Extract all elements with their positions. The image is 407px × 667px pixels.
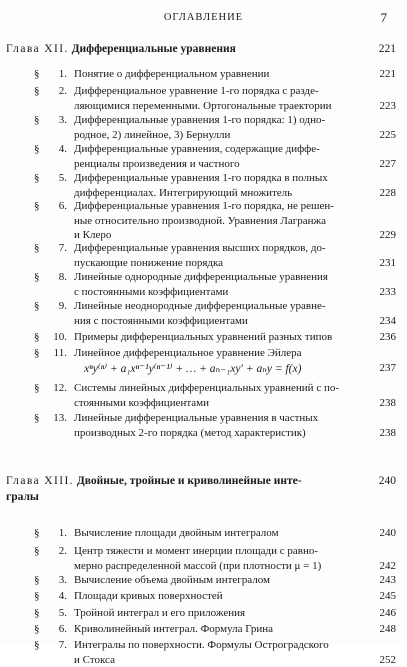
section-title-line: Понятие о дифференциальном уравнении (74, 67, 348, 82)
page-number: 7 (381, 10, 388, 26)
section-title-line: Линейные дифференциальные уравнения в частных (74, 411, 348, 426)
section-title-line: и Стокса (74, 653, 348, 667)
section-page: 237 (380, 361, 397, 376)
section-mark: § (34, 330, 40, 345)
section-title-line: Дифференциальное уравнение 1-го порядка с разде- (74, 84, 348, 99)
section-title-line: Центр тяжести и момент инерции площади с равно- (74, 544, 348, 559)
section-number: 2. (45, 544, 67, 559)
section-number: 1. (45, 67, 67, 82)
section-title-line: производных 2-го порядка (метод характеристик) (74, 426, 348, 441)
section-number: 12. (45, 381, 67, 396)
section-page: 238 (380, 426, 397, 441)
section-title-line: родное, 2) линейное, 3) Бернулли (74, 128, 348, 143)
section-number: 6. (45, 199, 67, 214)
section-page: 236 (380, 330, 397, 345)
section-number: 6. (45, 622, 67, 637)
section-number: 8. (45, 270, 67, 285)
section-title-line: Дифференциальные уравнения 1-го порядка в полных (74, 171, 348, 186)
section-title-line: Площади кривых поверхностей (74, 589, 348, 604)
section-page: 246 (380, 606, 397, 621)
page-header (0, 12, 407, 28)
section-title-line: Дифференциальные уравнения 1-го порядка: 1) одно- (74, 113, 348, 128)
section-title-line: Линейные однородные дифференциальные уравнения (74, 270, 348, 285)
section-title-line: ния с постоянными коэффициентами (74, 314, 348, 329)
section-mark: § (34, 199, 40, 214)
section-mark: § (34, 381, 40, 396)
section-page: 242 (380, 559, 397, 574)
section-number: 3. (45, 573, 67, 588)
section-page: 252 (380, 653, 397, 667)
section-number: 2. (45, 84, 67, 99)
euler-formula: xⁿy⁽ⁿ⁾ + a₁xⁿ⁻¹y⁽ⁿ⁻¹⁾ + … + aₙ₋₁xy′ + aₙy = f(x) (84, 361, 384, 375)
section-mark: § (34, 544, 40, 559)
section-page: 233 (380, 285, 397, 300)
section-mark: § (34, 171, 40, 186)
section-number: 10. (45, 330, 67, 345)
section-page: 245 (380, 589, 397, 604)
section-mark: § (34, 526, 40, 541)
section-number: 4. (45, 142, 67, 157)
section-title-line: ные относительно производной. Уравнения Лагранжа (74, 214, 348, 229)
section-mark: § (34, 299, 40, 314)
section-page: 238 (380, 396, 397, 411)
section-number: 3. (45, 113, 67, 128)
section-number: 1. (45, 526, 67, 541)
section-title-line: Дифференциальные уравнения, содержащие диффе- (74, 142, 348, 157)
section-mark: § (34, 346, 40, 361)
section-number: 11. (45, 346, 67, 361)
section-title-line: Вычисление объема двойным интегралом (74, 573, 348, 588)
section-mark: § (34, 270, 40, 285)
section-number: 9. (45, 299, 67, 314)
section-title-line: Системы линейных дифференциальных уравнений с по- (74, 381, 348, 396)
section-number: 7. (45, 638, 67, 653)
section-title-line: пускающие понижение порядка (74, 256, 348, 271)
section-mark: § (34, 638, 40, 653)
section-number: 5. (45, 171, 67, 186)
section-number: 4. (45, 589, 67, 604)
section-mark: § (34, 411, 40, 426)
section-title-line: Тройной интеграл и его приложения (74, 606, 348, 621)
section-number: 5. (45, 606, 67, 621)
section-page: 221 (380, 67, 397, 82)
chapter-label: Глава XII. (6, 43, 69, 55)
section-page: 234 (380, 314, 397, 329)
section-mark: § (34, 113, 40, 128)
section-page: 229 (380, 228, 397, 243)
section-page: 248 (380, 622, 397, 637)
chapter-name-cont: гралы (6, 491, 39, 503)
section-page: 231 (380, 256, 397, 271)
section-title-line: и Клеро (74, 228, 348, 243)
chapter-name: Двойные, тройные и криволинейные инте- (77, 475, 302, 487)
section-title-line: ренциалы произведения и частного (74, 157, 348, 172)
section-page: 223 (380, 99, 397, 114)
section-title-line: Вычисление площади двойным интегралом (74, 526, 348, 541)
section-page: 228 (380, 186, 397, 201)
section-page: 243 (380, 573, 397, 588)
section-title-line: дифференциалах. Интегрирующий множитель (74, 186, 348, 201)
chapter-heading-12 (6, 41, 396, 57)
section-title-line: стоянными коэффициентами (74, 396, 348, 411)
section-title-line: с постоянными коэффициентами (74, 285, 348, 300)
section-mark: § (34, 606, 40, 621)
section-page: 240 (380, 526, 397, 541)
section-mark: § (34, 589, 40, 604)
page-title: ОГЛАВЛЕНИЕ (0, 12, 407, 23)
section-mark: § (34, 84, 40, 99)
section-title-line: Криволинейный интеграл. Формула Грина (74, 622, 348, 637)
chapter-page: 221 (379, 41, 396, 57)
chapter-heading-13 (6, 473, 396, 489)
section-mark: § (34, 573, 40, 588)
chapter-page: 240 (379, 473, 396, 489)
section-title-line: Интегралы по поверхности. Формулы Остроградского (74, 638, 348, 653)
section-number: 7. (45, 241, 67, 256)
section-number: 13. (45, 411, 67, 426)
section-title-line: мерно распределенной массой (при плотности μ = 1) (74, 559, 348, 574)
section-title-line: Дифференциальные уравнения 1-го порядка, не решен- (74, 199, 348, 214)
section-mark: § (34, 67, 40, 82)
section-title-line: Линейное дифференциальное уравнение Эйлера (74, 346, 348, 361)
section-title-line: Примеры дифференциальных уравнений разных типов (74, 330, 348, 345)
section-page: 225 (380, 128, 397, 143)
section-mark: § (34, 622, 40, 637)
section-title-line: Дифференциальные уравнения высших порядков, до- (74, 241, 348, 256)
chapter-heading-13-cont (6, 489, 396, 505)
section-title-line: ляющимися переменными. Ортогональные траектории (74, 99, 348, 114)
chapter-label: Глава XIII. (6, 475, 74, 487)
section-title-line: Линейные неоднородные дифференциальные уравне- (74, 299, 348, 314)
chapter-name: Дифференциальные уравнения (72, 43, 236, 55)
section-page: 227 (380, 157, 397, 172)
section-mark: § (34, 142, 40, 157)
section-mark: § (34, 241, 40, 256)
